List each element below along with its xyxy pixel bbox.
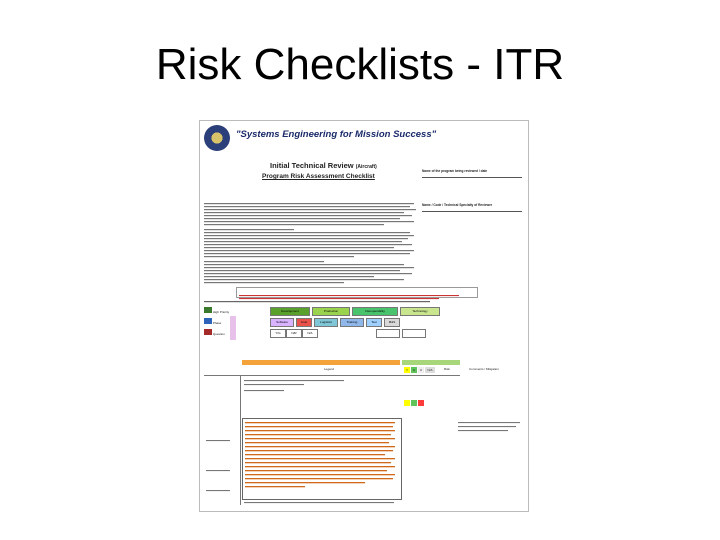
table-header-bar-rating xyxy=(402,360,460,365)
chip-production: Production xyxy=(312,307,350,316)
slide-title: Risk Checklists - ITR xyxy=(155,40,565,89)
document-title: Initial Technical Review (Aircraft) xyxy=(270,161,377,170)
chip-na: N/A xyxy=(302,329,318,338)
chip-test: Test xyxy=(366,318,382,327)
rating-u-header: U xyxy=(419,368,423,372)
chip-interoperability: Interoperability xyxy=(352,307,398,316)
table-rule xyxy=(204,375,460,376)
checklist-document-image xyxy=(199,120,529,512)
document-banner: "Systems Engineering for Mission Success" xyxy=(236,129,437,140)
table-header-bar-risk xyxy=(242,360,400,365)
rating-cell-r xyxy=(418,400,424,406)
table-col-rule xyxy=(240,375,241,505)
legend-mid-swatch xyxy=(204,318,212,324)
chip-technology: Technology xyxy=(400,307,440,316)
chip-nr: N/R xyxy=(286,329,302,338)
chip-status-a xyxy=(376,329,400,338)
comments-header: Comments / Mitigation xyxy=(469,367,499,371)
legend-low-swatch xyxy=(204,329,212,335)
program-name-label: Name of the program being reviewed / date xyxy=(422,169,488,173)
chip-logistics: Logistics xyxy=(314,318,338,327)
question-row-next xyxy=(242,500,442,508)
rating-na-header: N/A xyxy=(425,367,435,373)
legend-header: Legend xyxy=(324,367,335,371)
comments-cell-1 xyxy=(458,420,522,440)
category-vertical-tag xyxy=(230,316,236,340)
reviewer-line xyxy=(422,211,522,212)
risk-header: Risk xyxy=(444,367,450,371)
reviewer-label: Name / Code / Technical Specialty of Reviewer xyxy=(422,203,493,207)
checklist-table xyxy=(204,360,524,508)
legend-high: High Priority xyxy=(204,307,229,314)
chip-cost: Cost xyxy=(296,318,312,327)
chip-ms: M&S xyxy=(384,318,400,327)
overview-text-block xyxy=(204,201,418,285)
row-id-tags xyxy=(206,440,238,500)
chip-yg: Y/G xyxy=(270,329,286,338)
rating-cell-y xyxy=(404,400,410,406)
highlighted-question-cell xyxy=(242,418,402,500)
instruction-line xyxy=(204,299,434,305)
document-subtitle: Program Risk Assessment Checklist xyxy=(262,173,375,180)
rating-cell-g xyxy=(411,400,417,406)
legend-high-swatch xyxy=(204,307,212,313)
chip-training: Training xyxy=(340,318,364,327)
chip-development: Development xyxy=(270,307,310,316)
rating-y-header: Y xyxy=(405,368,408,372)
dod-seal-icon xyxy=(204,125,230,151)
chip-software: Software xyxy=(270,318,294,327)
program-name-line xyxy=(422,177,522,178)
note-box xyxy=(236,287,478,298)
question-row-1 xyxy=(244,378,400,408)
chip-status-b xyxy=(402,329,426,338)
legend-mid: Phase xyxy=(204,318,221,325)
legend-low: Question xyxy=(204,329,225,336)
rating-g-header: G xyxy=(412,368,416,372)
